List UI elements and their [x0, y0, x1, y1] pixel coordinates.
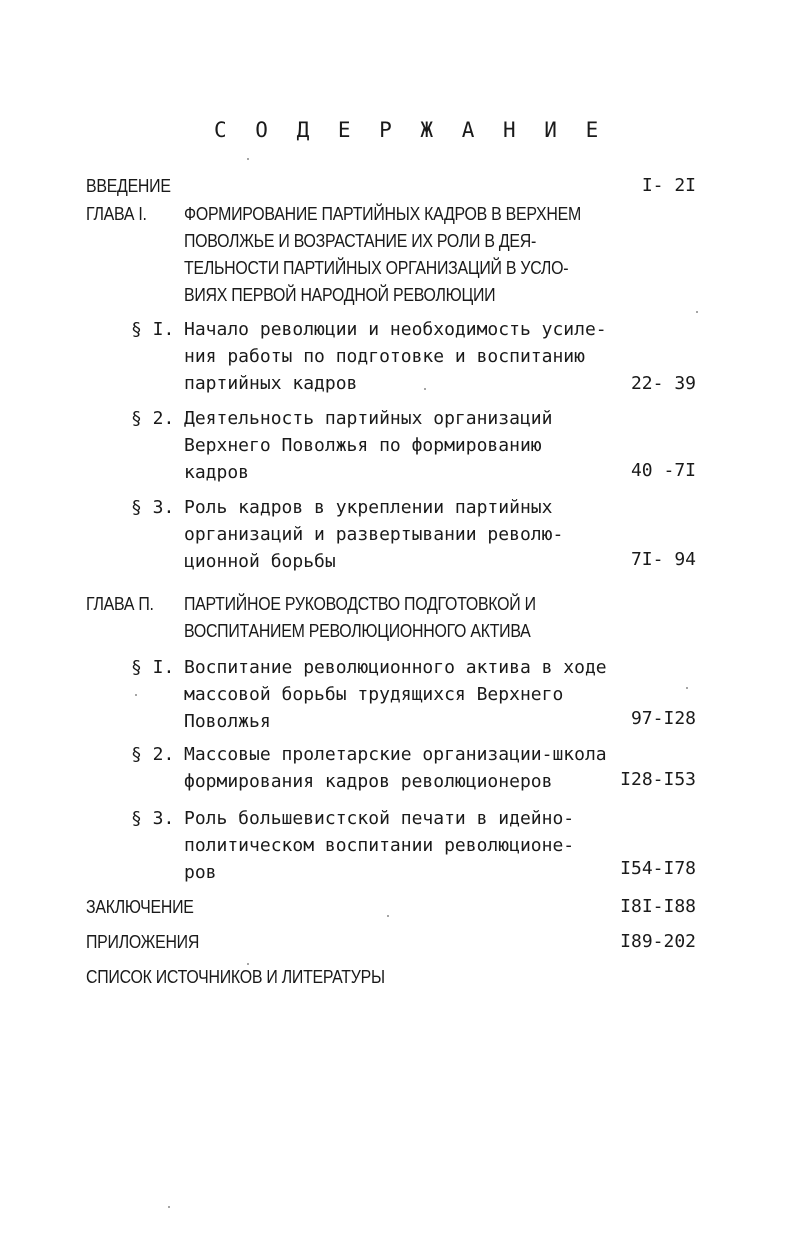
- section-pages: 97-I28: [630, 708, 696, 729]
- intro-pages: I- 2I: [641, 175, 696, 196]
- section-pages: 40 -7I: [630, 460, 696, 481]
- section-title-line: кадров: [184, 462, 250, 483]
- section-title-line: Поволжья: [184, 711, 271, 732]
- chapter2-title-line: ВОСПИТАНИЕМ РЕВОЛЮЦИОННОГО АКТИВА: [184, 620, 531, 641]
- section-title-line: Роль кадров в укреплении партийных: [184, 497, 553, 518]
- section-title-line: Воспитание революционного актива в ходе: [184, 657, 607, 678]
- conclusion-label: ЗАКЛЮЧЕНИЕ: [86, 896, 194, 917]
- chapter1-title-line: ВИЯХ ПЕРВОЙ НАРОДНОЙ РЕВОЛЮЦИИ: [184, 284, 496, 305]
- scan-speck: [247, 963, 249, 965]
- section-number: § I.: [131, 319, 175, 340]
- section-number: § 2.: [131, 408, 175, 429]
- section-title-line: политическом воспитании революционе-: [184, 835, 575, 856]
- appendix-pages: I89-202: [620, 931, 696, 952]
- section-pages: 7I- 94: [630, 549, 696, 570]
- chapter1-label: ГЛАВА I.: [86, 203, 147, 224]
- section-pages: I54-I78: [620, 858, 696, 879]
- appendix-label: ПРИЛОЖЕНИЯ: [86, 931, 200, 952]
- chapter1-title-line: ТЕЛЬНОСТИ ПАРТИЙНЫХ ОРГАНИЗАЦИЙ В УСЛО-: [184, 257, 569, 278]
- conclusion-pages: I8I-I88: [620, 896, 696, 917]
- section-pages: I28-I53: [620, 769, 696, 790]
- section-number: § 3.: [131, 497, 175, 518]
- section-pages: 22- 39: [630, 373, 696, 394]
- page-title: С О Д Е Р Ж А Н И Е: [214, 118, 607, 142]
- scan-speck: [696, 311, 698, 313]
- chapter1-title-line: ФОРМИРОВАНИЕ ПАРТИЙНЫХ КАДРОВ В ВЕРХНЕМ: [184, 203, 581, 224]
- scan-speck: [387, 915, 389, 917]
- section-title-line: организаций и развертывании револю-: [184, 524, 564, 545]
- sources-label: СПИСОК ИСТОЧНИКОВ И ЛИТЕРАТУРЫ: [86, 966, 385, 987]
- intro-label: ВВЕДЕНИЕ: [86, 175, 171, 196]
- section-number: § 2.: [131, 744, 175, 765]
- chapter2-title-line: ПАРТИЙНОЕ РУКОВОДСТВО ПОДГОТОВКОЙ И: [184, 593, 536, 614]
- section-number: § I.: [131, 657, 175, 678]
- section-title-line: ционной борьбы: [184, 551, 336, 572]
- section-number: § 3.: [131, 808, 175, 829]
- section-title-line: Роль большевистской печати в идейно-: [184, 808, 575, 829]
- scan-speck: [168, 1206, 170, 1208]
- section-title-line: формирования кадров революционеров: [184, 771, 553, 792]
- chapter1-title-line: ПОВОЛЖЬЕ И ВОЗРАСТАНИЕ ИХ РОЛИ В ДЕЯ-: [184, 230, 537, 251]
- section-title-line: Верхнего Поволжья по формированию: [184, 435, 542, 456]
- scan-speck: [135, 694, 137, 696]
- section-title-line: Массовые пролетарские организации-школа: [184, 744, 607, 765]
- section-title-line: массовой борьбы трудящихся Верхнего: [184, 684, 564, 705]
- section-title-line: Начало революции и необходимость усиле-: [184, 319, 607, 340]
- section-title-line: Деятельность партийных организаций: [184, 408, 553, 429]
- section-title-line: ния работы по подготовке и воспитанию: [184, 346, 585, 367]
- scan-speck: [686, 687, 688, 689]
- section-title-line: ров: [184, 862, 217, 883]
- chapter2-label: ГЛАВА П.: [86, 593, 154, 614]
- scan-speck: [424, 388, 426, 390]
- scan-speck: [247, 158, 249, 160]
- section-title-line: партийных кадров: [184, 373, 358, 394]
